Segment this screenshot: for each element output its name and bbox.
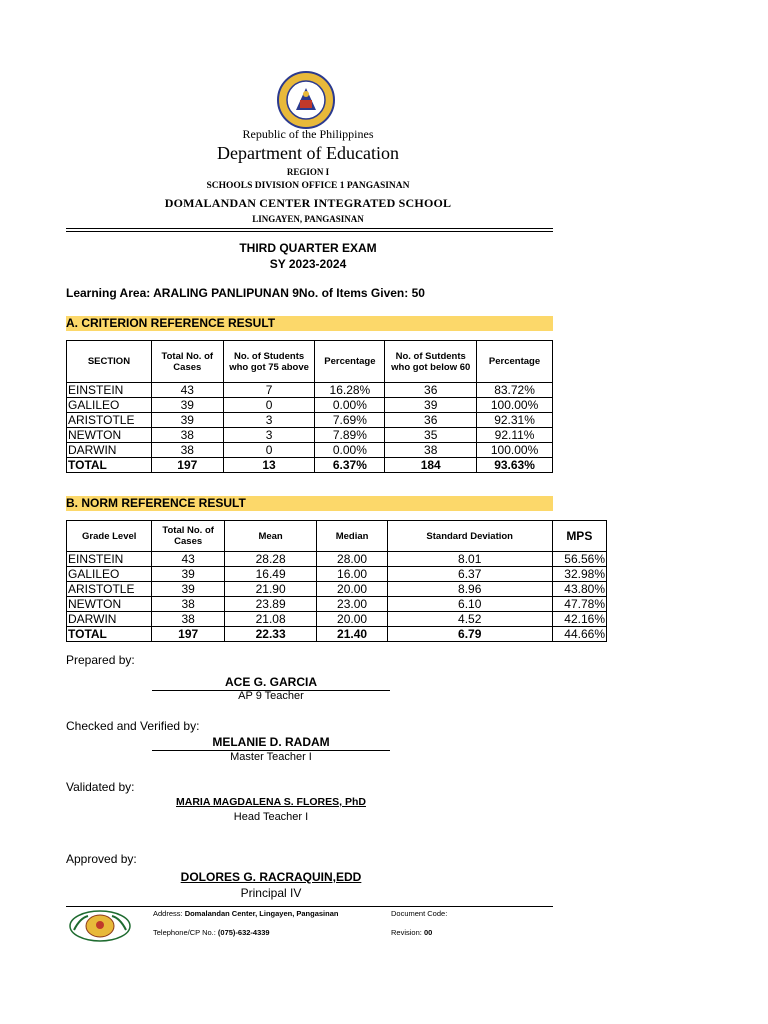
school-logo (68, 908, 132, 942)
table-row (67, 597, 607, 612)
school-name: DOMALANDAN CENTER INTEGRATED SCHOOL (164, 196, 452, 210)
col-header: Median (317, 521, 387, 552)
norm-heading: B. NORM REFERENCE RESULT (66, 496, 553, 511)
table-cell: TOTAL (67, 458, 152, 473)
table-cell: 3 (223, 413, 315, 428)
table-cell: 100.00% (477, 398, 553, 413)
region-text: REGION I (286, 167, 330, 177)
table-cell: 21.40 (317, 627, 387, 642)
table-cell: NEWTON (67, 597, 152, 612)
footer-doc-code: Document Code: (391, 909, 448, 918)
table-cell: GALILEO (67, 567, 152, 582)
table-cell: 39 (151, 413, 223, 428)
table-cell: 6.79 (387, 627, 552, 642)
approved-title: Principal IV (240, 886, 302, 900)
table-cell: 32.98% (552, 567, 606, 582)
deped-seal-logo (270, 70, 342, 130)
table-cell: 28.28 (224, 552, 317, 567)
col-header: No. of Sutdents who got below 60 (385, 341, 477, 383)
exam-name: THIRD QUARTER EXAM (239, 241, 377, 255)
table-cell: 38 (152, 597, 224, 612)
table-cell: GALILEO (67, 398, 152, 413)
validated-name: MARIA MAGDALENA S. FLORES, PhD (176, 796, 366, 808)
table-row (67, 443, 553, 458)
table-cell: EINSTEIN (67, 552, 152, 567)
table-cell: 36 (385, 413, 477, 428)
address-value: Domalandan Center, Lingayen, Pangasinan (184, 909, 339, 918)
table-cell: 39 (152, 567, 224, 582)
table-cell: 7 (223, 383, 315, 398)
table-cell: 0 (223, 398, 315, 413)
header-rule (66, 228, 553, 229)
table-cell: 3 (223, 428, 315, 443)
validated-label: Validated by: (66, 780, 135, 794)
table-cell: 38 (151, 428, 223, 443)
col-header: Total No. of Cases (151, 341, 223, 383)
table-cell: 92.31% (477, 413, 553, 428)
total-row (67, 627, 607, 642)
prepared-title: AP 9 Teacher (238, 690, 304, 702)
table-cell: 42.16% (552, 612, 606, 627)
col-header: Percentage (315, 341, 385, 383)
checked-name: MELANIE D. RADAM (212, 735, 330, 749)
table-cell: 197 (151, 458, 223, 473)
revision-label: Revision: (391, 928, 424, 937)
col-header: SECTION (67, 341, 152, 383)
table-cell: 83.72% (477, 383, 553, 398)
table-cell: TOTAL (67, 627, 152, 642)
table-cell: 23.00 (317, 597, 387, 612)
prepared-name: ACE G. GARCIA (224, 675, 317, 689)
table-cell: ARISTOTLE (67, 413, 152, 428)
table-cell: 39 (152, 582, 224, 597)
table-cell: ARISTOTLE (67, 582, 152, 597)
table-cell: 21.08 (224, 612, 317, 627)
validated-title: Head Teacher I (233, 811, 309, 823)
table-row (67, 413, 553, 428)
table-cell: 35 (385, 428, 477, 443)
address-label: Address: (153, 909, 185, 918)
prepared-label: Prepared by: (66, 653, 135, 667)
table-cell: 23.89 (224, 597, 317, 612)
phone-value: (075)-632-4339 (217, 928, 270, 937)
table-cell: 13 (223, 458, 315, 473)
learning-area: Learning Area: ARALING PANLIPUNAN 9No. of Items Given: 50 (66, 286, 425, 300)
table-row (67, 582, 607, 597)
table-cell: 7.89% (315, 428, 385, 443)
table-cell: 92.11% (477, 428, 553, 443)
footer-address (153, 909, 338, 918)
table-cell: DARWIN (67, 443, 152, 458)
criterion-table (66, 340, 553, 473)
table-cell: 6.37 (387, 567, 552, 582)
total-row (67, 458, 553, 473)
col-header: Grade Level (67, 521, 152, 552)
table-cell: 39 (385, 398, 477, 413)
table-cell: 38 (152, 612, 224, 627)
table-row (67, 552, 607, 567)
header-rule-thin (66, 231, 553, 232)
table-cell: 43 (151, 383, 223, 398)
table-cell: 36 (385, 383, 477, 398)
table-row (67, 398, 553, 413)
col-header: Total No. of Cases (152, 521, 224, 552)
table-cell: 44.66% (552, 627, 606, 642)
table-cell: 0 (223, 443, 315, 458)
criterion-heading: A. CRITERION REFERENCE RESULT (66, 316, 553, 331)
checked-label: Checked and Verified by: (66, 719, 200, 733)
footer-phone (153, 928, 270, 937)
exam-title (0, 240, 616, 272)
table-cell: 0.00% (315, 398, 385, 413)
table-cell: 6.37% (315, 458, 385, 473)
table-cell: 39 (151, 398, 223, 413)
approved-name: DOLORES G. RACRAQUIN,EDD (180, 870, 362, 884)
table-cell: 21.90 (224, 582, 317, 597)
table-cell: 20.00 (317, 612, 387, 627)
table-row (67, 428, 553, 443)
department-title: Department of Education (217, 143, 399, 163)
table-cell: 93.63% (477, 458, 553, 473)
table-cell: 6.10 (387, 597, 552, 612)
republic-text: Republic of the Philippines (242, 127, 374, 141)
table-cell: 16.49 (224, 567, 317, 582)
table-cell: 100.00% (477, 443, 553, 458)
col-header: Percentage (477, 341, 553, 383)
table-cell: NEWTON (67, 428, 152, 443)
footer-revision (391, 928, 432, 937)
norm-table (66, 520, 607, 642)
table-cell: 0.00% (315, 443, 385, 458)
phone-label: Telephone/CP No.: (153, 928, 218, 937)
table-cell: 197 (152, 627, 224, 642)
col-header: Mean (224, 521, 317, 552)
table-cell: 16.28% (315, 383, 385, 398)
school-location: LINGAYEN, PANGASINAN (252, 214, 364, 224)
table-row (67, 567, 607, 582)
col-header: Standard Deviation (387, 521, 552, 552)
table-cell: 56.56% (552, 552, 606, 567)
table-cell: 22.33 (224, 627, 317, 642)
table-cell: 16.00 (317, 567, 387, 582)
table-row (67, 612, 607, 627)
division-text: SCHOOLS DIVISION OFFICE 1 PANGASINAN (206, 181, 410, 191)
table-cell: EINSTEIN (67, 383, 152, 398)
table-cell: 43.80% (552, 582, 606, 597)
table-cell: 20.00 (317, 582, 387, 597)
table-cell: 7.69% (315, 413, 385, 428)
approved-label: Approved by: (66, 852, 137, 866)
table-cell: 184 (385, 458, 477, 473)
table-cell: 28.00 (317, 552, 387, 567)
table-cell: 4.52 (387, 612, 552, 627)
table-cell: 47.78% (552, 597, 606, 612)
school-year: SY 2023-2024 (269, 257, 347, 271)
col-header: No. of Students who got 75 above (223, 341, 315, 383)
col-header: MPS (552, 521, 606, 552)
table-cell: 8.96 (387, 582, 552, 597)
checked-title: Master Teacher I (230, 751, 312, 763)
revision-value: 00 (423, 928, 433, 937)
table-cell: DARWIN (67, 612, 152, 627)
table-cell: 43 (152, 552, 224, 567)
footer-rule (66, 906, 553, 907)
table-cell: 38 (151, 443, 223, 458)
table-row (67, 383, 553, 398)
table-cell: 38 (385, 443, 477, 458)
table-cell: 8.01 (387, 552, 552, 567)
